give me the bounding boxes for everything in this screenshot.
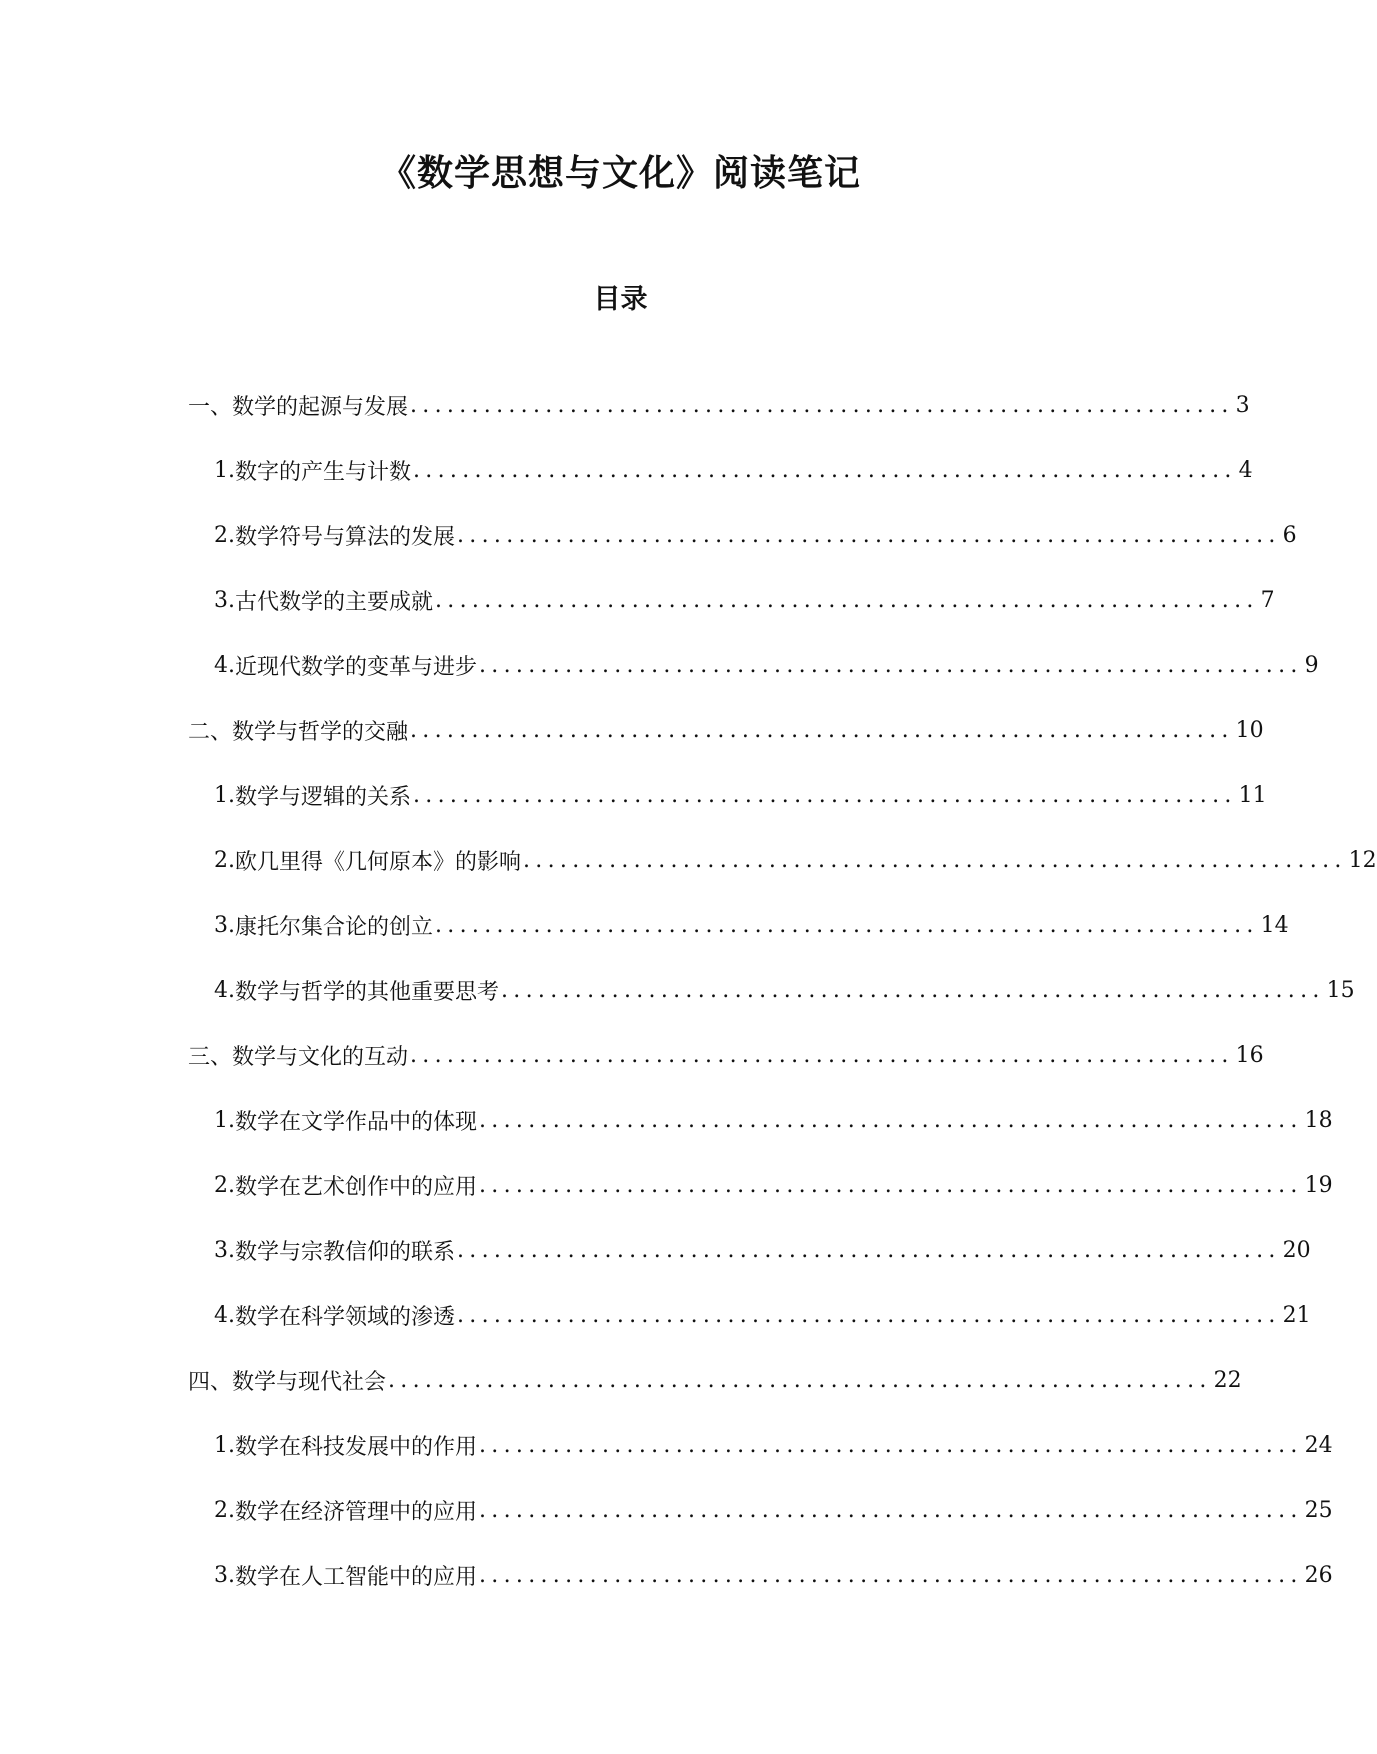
toc-entry-section[interactable] — [188, 1363, 1242, 1397]
toc-entry-page: 20 — [1282, 1237, 1311, 1263]
toc-entry-subsection[interactable] — [214, 648, 1319, 682]
dot-leader: ................................................................... — [435, 587, 1259, 613]
toc-entry-page: 21 — [1282, 1302, 1311, 1328]
toc-entry-text: 数字的产生与计数 — [235, 459, 412, 485]
toc-entry-subsection[interactable] — [214, 1233, 1311, 1267]
dot-leader: ................................................................... — [457, 1237, 1281, 1263]
toc-entry-section[interactable] — [188, 388, 1250, 422]
toc-entry-subsection[interactable] — [214, 518, 1297, 552]
dot-leader: ................................................................... — [388, 1367, 1212, 1393]
dot-leader: ................................................................... — [501, 977, 1325, 1003]
toc-entry-page: 4 — [1238, 457, 1253, 483]
toc-entry-number: 2. — [214, 847, 235, 873]
toc-entry-number: 1. — [214, 782, 235, 808]
dot-leader: ................................................................... — [479, 1432, 1303, 1458]
toc-entry-subsection[interactable] — [214, 583, 1275, 617]
toc-entry-subsection[interactable] — [214, 973, 1355, 1007]
toc-entry-number: 3. — [214, 587, 235, 613]
toc-entry-page: 6 — [1282, 522, 1297, 548]
dot-leader: ................................................................... — [479, 1562, 1303, 1588]
toc-entry-section[interactable] — [188, 1038, 1264, 1072]
toc-entry-page: 24 — [1304, 1432, 1333, 1458]
toc-entry-subsection[interactable] — [214, 1493, 1333, 1527]
toc-entry-page: 12 — [1348, 847, 1377, 873]
toc-entry-page: 15 — [1326, 977, 1355, 1003]
toc-entry-subsection[interactable] — [214, 1298, 1311, 1332]
dot-leader: ................................................................... — [479, 1172, 1303, 1198]
toc-entry-number: 1. — [214, 1432, 235, 1458]
toc-entry-number: 2. — [214, 1172, 235, 1198]
toc-entry-page: 10 — [1235, 717, 1264, 743]
toc-entry-page: 9 — [1304, 652, 1319, 678]
toc-entry-number: 2. — [214, 522, 235, 548]
toc-entry-number: 4. — [214, 652, 235, 678]
toc-entry-text: 数学在文学作品中的体现 — [235, 1109, 478, 1135]
toc-entry-number: 1. — [214, 1107, 235, 1133]
dot-leader: ................................................................... — [479, 652, 1303, 678]
toc-entry-text: 欧几里得《几何原本》的影响 — [235, 849, 522, 875]
toc-entry-page: 3 — [1235, 392, 1250, 418]
toc-entry-subsection[interactable] — [214, 778, 1267, 812]
toc-entry-page: 14 — [1260, 912, 1289, 938]
dot-leader: ................................................................... — [523, 847, 1347, 873]
toc-entry-page: 16 — [1235, 1042, 1264, 1068]
toc-entry-text: 一、数学的起源与发展 — [188, 394, 409, 420]
toc-entry-text: 数学符号与算法的发展 — [235, 524, 456, 550]
toc-entry-text: 数学与逻辑的关系 — [235, 784, 412, 810]
toc-entry-page: 26 — [1304, 1562, 1333, 1588]
document-title: 《数学思想与文化》阅读笔记 — [379, 153, 861, 194]
toc-entry-text: 古代数学的主要成就 — [235, 589, 434, 615]
toc-entry-text: 三、数学与文化的互动 — [188, 1044, 409, 1070]
toc-entry-page: 7 — [1260, 587, 1275, 613]
toc-entry-text: 近现代数学的变革与进步 — [235, 654, 478, 680]
dot-leader: ................................................................... — [410, 1042, 1234, 1068]
toc-entry-number: 2. — [214, 1497, 235, 1523]
toc-entry-text: 数学与宗教信仰的联系 — [235, 1239, 456, 1265]
toc-entry-text: 康托尔集合论的创立 — [235, 914, 434, 940]
dot-leader: ................................................................... — [435, 912, 1259, 938]
toc-entry-text: 数学在科技发展中的作用 — [235, 1434, 478, 1460]
toc-entry-subsection[interactable] — [214, 908, 1289, 942]
toc-entry-number: 3. — [214, 1237, 235, 1263]
toc-entry-number: 1. — [214, 457, 235, 483]
toc-entry-subsection[interactable] — [214, 1168, 1333, 1202]
toc-entry-text: 数学在人工智能中的应用 — [235, 1564, 478, 1590]
toc-entry-page: 19 — [1304, 1172, 1333, 1198]
dot-leader: ................................................................... — [410, 392, 1234, 418]
dot-leader: ................................................................... — [413, 457, 1237, 483]
toc-heading: 目录 — [593, 284, 648, 315]
toc-entry-text: 二、数学与哲学的交融 — [188, 719, 409, 745]
toc-entry-page: 25 — [1304, 1497, 1333, 1523]
toc-entry-text: 数学在经济管理中的应用 — [235, 1499, 478, 1525]
toc-entry-page: 11 — [1238, 782, 1267, 808]
toc-entry-subsection[interactable] — [214, 1103, 1333, 1137]
toc-entry-text: 数学在艺术创作中的应用 — [235, 1174, 478, 1200]
toc-entry-number: 3. — [214, 1562, 235, 1588]
toc-entry-page: 22 — [1213, 1367, 1242, 1393]
toc-entry-section[interactable] — [188, 713, 1264, 747]
toc-entry-number: 4. — [214, 977, 235, 1003]
toc-entry-subsection[interactable] — [214, 1428, 1333, 1462]
toc-entry-number: 3. — [214, 912, 235, 938]
toc-entry-text: 数学在科学领域的渗透 — [235, 1304, 456, 1330]
toc-entry-page: 18 — [1304, 1107, 1333, 1133]
toc-entry-text: 数学与哲学的其他重要思考 — [235, 979, 500, 1005]
toc-entry-number: 4. — [214, 1302, 235, 1328]
toc-entry-subsection[interactable] — [214, 453, 1253, 487]
toc-entry-subsection[interactable] — [214, 843, 1377, 877]
toc-entry-subsection[interactable] — [214, 1558, 1333, 1592]
dot-leader: ................................................................... — [410, 717, 1234, 743]
dot-leader: ................................................................... — [457, 522, 1281, 548]
dot-leader: ................................................................... — [413, 782, 1237, 808]
dot-leader: ................................................................... — [479, 1497, 1303, 1523]
dot-leader: ................................................................... — [457, 1302, 1281, 1328]
toc-entry-text: 四、数学与现代社会 — [188, 1369, 387, 1395]
dot-leader: ................................................................... — [479, 1107, 1303, 1133]
